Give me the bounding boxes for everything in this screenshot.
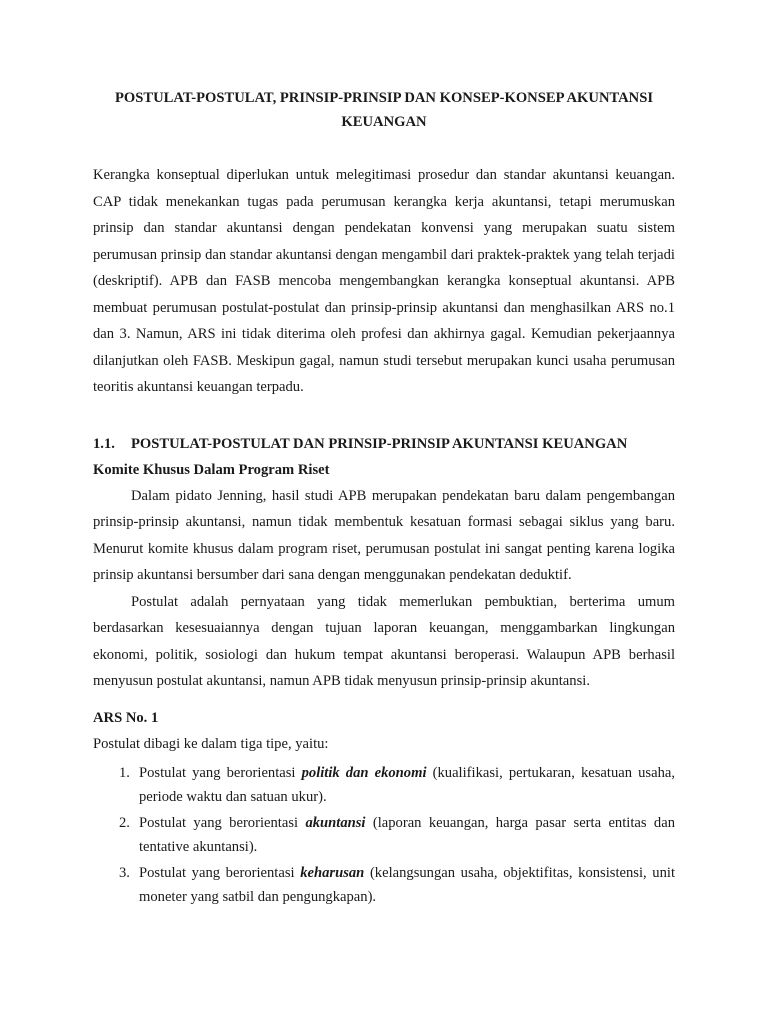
document-title [93,86,675,134]
emphasis: keharusan [300,865,365,881]
section-title: POSTULAT-POSTULAT DAN PRINSIP-PRINSIP AKUNTANSI KEUANGAN [131,435,628,452]
section-paragraph-1: Dalam pidato Jenning, hasil studi APB merupakan pendekatan baru dalam pengembangan prinsip-prinsip akuntansi, namun tidak membentuk kesatuan formasi sebagai siklus yang baru. Menurut komite khusus dalam program riset, perumusan postulat ini sangat penting karena logika prinsip akuntansi bersumber dari sana dengan menggunakan pendekatan deduktif. [93,487,675,583]
list-item-text: Postulat yang berorientasi keharusan (kelangsungan usaha, objektifitas, konsistensi, unit moneter yang satbil dan pengungkapan). [139,865,676,905]
list-item-text: Postulat yang berorientasi politik dan ekonomi (kualifikasi, pertukaran, kesatuan usaha, periode waktu dan satuan ukur). [139,765,676,805]
section-heading [93,431,675,457]
section-number: 1.1. [93,435,115,452]
emphasis: politik dan ekonomi [301,765,427,781]
title-line-2: KEUANGAN [341,114,427,130]
section-paragraph-2: Postulat adalah pernyataan yang tidak memerlukan pembuktian, berterima umum berdasarkan kesesuaiannya dengan tujuan laporan keuangan, menggambarkan lingkungan ekonomi, politik, sosiologi dan hukum tempat akuntansi beroperasi. Walaupun APB berhasil menyusun postulat akuntansi, namun APB tidak menyusun prinsip-prinsip akuntansi. [93,593,675,689]
intro-paragraph: Kerangka konseptual diperlukan untuk melegitimasi prosedur dan standar akuntansi keuangan. CAP tidak menekankan tugas pada perumusan kerangka kerja akuntansi, tetapi merumuskan prinsip dan standar akuntansi dengan pendekatan konvensi yang merupakan suatu sistem perumusan prinsip dan standar akuntansi dengan mengambil dari praktek-praktek yang telah terjadi (deskriptif). APB dan FASB mencoba mengembangkan kerangka konseptual akuntansi. APB membuat perumusan postulat-postulat dan prinsip-prinsip akuntansi dan menghasilkan ARS no.1 dan 3. Namun, ARS ini tidak diterima oleh profesi dan akhirnya gagal. Kemudian pekerjaannya dilanjutkan oleh FASB. Meskipun gagal, namun studi tersebut merupakan kunci usaha perumusan teoritis akuntansi keuangan terpadu. [93,167,675,395]
ars-lead: Postulat dibagi ke dalam tiga tipe, yaitu: [93,735,329,752]
list-item [93,861,675,909]
title-line-1: POSTULAT-POSTULAT, PRINSIP-PRINSIP DAN KONSEP-KONSEP AKUNTANSI [114,90,654,106]
list-item-text: Postulat yang berorientasi akuntansi (laporan keuangan, harga pasar serta entitas dan tentative akuntansi). [139,815,675,855]
subheading: Komite Khusus Dalam Program Riset [93,461,330,478]
ars-heading: ARS No. 1 [93,709,159,726]
list-number: 3. [119,865,130,881]
list-item [93,811,675,859]
list-number: 1. [119,765,130,781]
list-item [93,761,675,809]
emphasis: akuntansi [305,815,366,831]
postulat-list [93,761,675,909]
list-number: 2. [119,815,130,831]
